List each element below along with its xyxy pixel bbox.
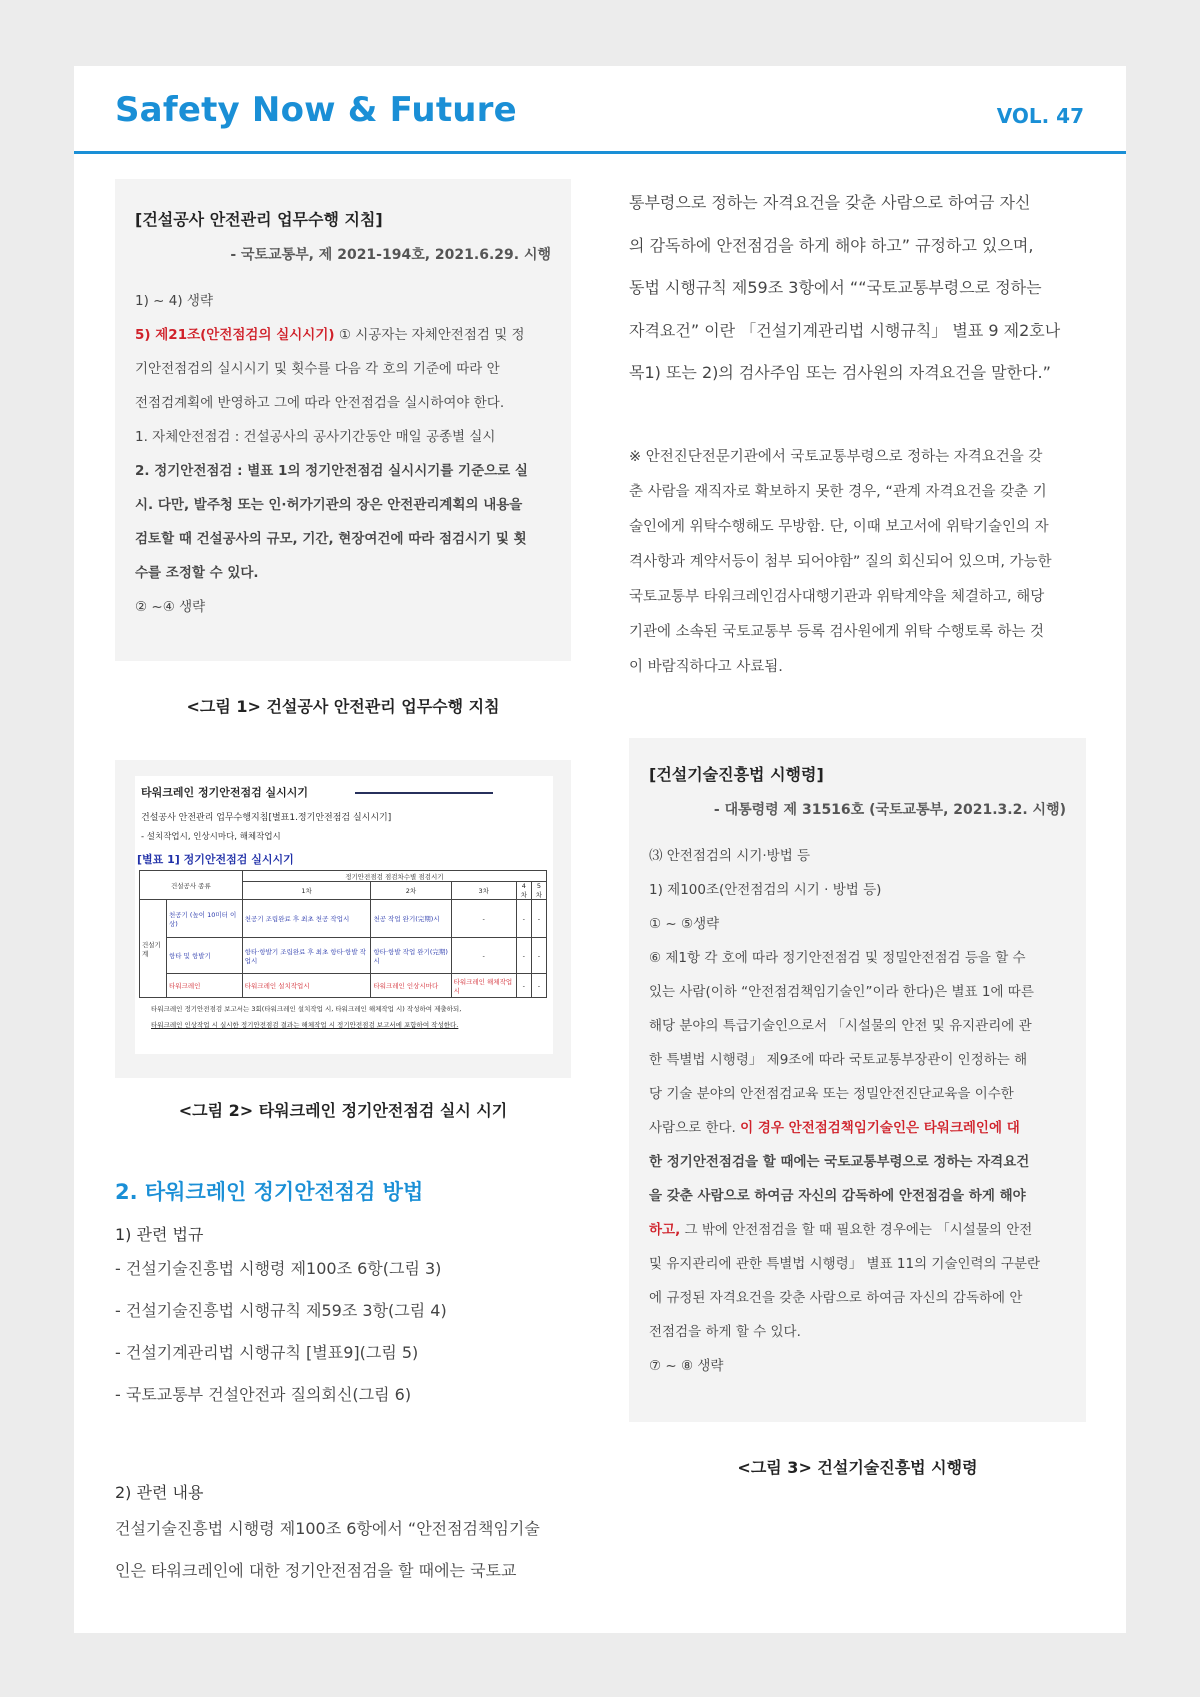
fig2-sub1: 건설공사 안전관리 업무수행지침[별표1.정기안전점검 실시시기] bbox=[141, 813, 392, 823]
text-line: 동법 시행규칙 제59조 3항에서 ““국토교통부령으로 정하는 bbox=[629, 278, 1042, 297]
table-cell: - bbox=[516, 900, 531, 938]
fig2-caption: <그림 2> 타워크레인 정기안전점검 실시 시기 bbox=[178, 1101, 508, 1120]
fig3-text: 사람으로 한다. bbox=[649, 1120, 741, 1136]
text-line: 목1) 또는 2)의 검사주임 또는 검사원의 자격요건을 말한다.” bbox=[629, 363, 1051, 382]
table-row bbox=[140, 900, 547, 938]
table-cell: 4차 bbox=[516, 882, 531, 900]
table-cell: 5차 bbox=[531, 882, 546, 900]
fig1-line: 1) ~ 4) 생략 bbox=[135, 293, 213, 309]
fig3-line: 한 정기안전점검을 할 때에는 국토교통부령으로 정하는 자격요건 bbox=[649, 1154, 1030, 1170]
fig1-line: 1. 자체안전점검 : 건설공사의 공사기간동안 매일 공종별 실시 bbox=[135, 429, 496, 445]
table-cell: 항타·항발기 조립완료 후 최초 항타·항발 작업시 bbox=[242, 938, 371, 974]
table-cell: 건설기계 bbox=[140, 900, 167, 998]
table-row bbox=[140, 871, 547, 882]
list-item: - 건설기술진흥법 시행령 제100조 6항(그림 3) bbox=[115, 1259, 442, 1278]
table-cell: - bbox=[531, 900, 546, 938]
fig3-line: ⑥ 제1항 각 호에 따라 정기안전점검 및 정밀안전점검 등을 할 수 bbox=[649, 950, 1026, 966]
page bbox=[74, 66, 1126, 1633]
text-line: 자격요건” 이란 「건설기계관리법 시행규칙」 별표 9 제2호나 bbox=[629, 320, 1061, 340]
fig3-source: - 대통령령 제 31516호 (국토교통부, 2021.3.2. 시행) bbox=[713, 802, 1066, 818]
fig3-line: 에 규정된 자격요건을 갖춘 사람으로 하여금 자신의 감독하에 안 bbox=[649, 1290, 1023, 1306]
fig1-line bbox=[135, 318, 551, 352]
table-cell: - bbox=[531, 974, 546, 998]
table-cell: 천공기 조립완료 후 최초 천공 작업시 bbox=[242, 900, 371, 938]
list-item: - 건설기술진흥법 시행규칙 제59조 3항(그림 4) bbox=[115, 1301, 447, 1320]
header-divider bbox=[74, 151, 1126, 154]
table-cell: - bbox=[451, 938, 516, 974]
table-cell: 타워크레인 설치작업시 bbox=[242, 974, 371, 998]
table-cell: 1차 bbox=[242, 882, 371, 900]
fig3-line bbox=[649, 1111, 1066, 1145]
volume-label: VOL. 47 bbox=[996, 104, 1084, 128]
fig3-line: 1) 제100조(안전점검의 시기 · 방법 등) bbox=[649, 882, 882, 898]
fig1-line: 시. 다만, 발주청 또는 인·허가기관의 장은 안전관리계획의 내용을 bbox=[135, 497, 523, 513]
right-paragraph bbox=[629, 182, 1086, 395]
fig3-line: ⑦ ~ ⑧ 생략 bbox=[649, 1358, 724, 1374]
fig3-line: ① ~ ⑤생략 bbox=[649, 916, 720, 932]
text-line: 격사항과 계약서등이 첨부 되어야함” 질의 회신되어 있으며, 가능한 bbox=[629, 554, 1052, 570]
fig2-sub2: - 설치작업시, 인상시마다, 해체작업시 bbox=[141, 832, 281, 842]
fig1-line: 기안전점검의 실시시기 및 횟수를 다음 각 호의 기준에 따라 안 bbox=[135, 361, 500, 377]
table-cell: - bbox=[516, 974, 531, 998]
fig2-title: 타워크레인 정기안전점검 실시시기 bbox=[141, 786, 309, 799]
fig3-line bbox=[649, 1213, 1066, 1247]
fig3-line: 한 특별법 시행령」 제9조에 따라 국토교통부장관이 인정하는 해 bbox=[649, 1052, 1028, 1068]
table-cell: 타워크레인 bbox=[167, 974, 243, 998]
right-note bbox=[629, 440, 1086, 685]
fig1-title: [건설공사 안전관리 업무수행 지침] bbox=[135, 210, 383, 229]
table-cell: - bbox=[451, 900, 516, 938]
table-cell: - bbox=[531, 938, 546, 974]
table-cell: 천공 작업 완기(完期)시 bbox=[371, 900, 451, 938]
subheading: 1) 관련 법규 bbox=[115, 1225, 204, 1244]
fig1-line: ② ~④ 생략 bbox=[135, 599, 206, 615]
text-line: 국토교통부 타워크레인검사대행기관과 위탁계약을 체결하고, 해당 bbox=[629, 589, 1045, 605]
text-line: 이 바람직하다고 사료됨. bbox=[629, 659, 783, 675]
table-cell: 항타·항발 작업 완기(完期)시 bbox=[371, 938, 451, 974]
fig3-text: 그 밖에 안전점검을 할 때 필요한 경우에는 「시설물의 안전 bbox=[680, 1222, 1033, 1238]
table-cell: 2차 bbox=[371, 882, 451, 900]
fig1-source: - 국토교통부, 제 2021-194호, 2021.6.29. 시행 bbox=[230, 247, 551, 263]
text-line: 의 감독하에 안전점검을 하게 해야 하고” 규정하고 있으며, bbox=[629, 235, 1034, 255]
fig1-line: 수를 조정할 수 있다. bbox=[135, 565, 259, 581]
fig2-image bbox=[135, 776, 553, 1054]
fig1-line: 2. 정기안전점검 : 별표 1의 정기안전점검 실시시기를 기준으로 실 bbox=[135, 463, 528, 479]
fig3-line: 및 유지관리에 관한 특별법 시행령」 별표 11의 기술인력의 구분란 bbox=[649, 1256, 1041, 1272]
table-cell: 천공기 (높이 10미터 이상) bbox=[167, 900, 243, 938]
text-line: 기관에 소속된 국토교통부 등록 검사원에게 위탁 수행토록 하는 것 bbox=[629, 624, 1045, 640]
fig3-line: 해당 분야의 특급기술인으로서 「시설물의 안전 및 유지관리에 관 bbox=[649, 1018, 1032, 1034]
fig3-red-text: 이 경우 안전점검책임기술인은 타워크레인에 대 bbox=[740, 1120, 1020, 1136]
fig2-box bbox=[115, 760, 571, 1078]
fig3-title: [건설기술진흥법 시행령] bbox=[649, 765, 824, 784]
fig3-line: 당 기술 분야의 안전점검교육 또는 정밀안전진단교육을 이수한 bbox=[649, 1086, 1014, 1102]
fig2-note: 타워크레인 인상작업 시 실시한 정기안전점검 결과는 해체작업 시 정기안전점검 보고서에 포함하여 작성한다. bbox=[151, 1021, 459, 1029]
text-line: 술인에게 위탁수행해도 무방함. 단, 이때 보고서에 위탁기술인의 자 bbox=[629, 519, 1049, 535]
text-line: 통부령으로 정하는 자격요건을 갖춘 사람으로 하여금 자신 bbox=[629, 193, 1031, 212]
fig3-caption: <그림 3> 건설기술진흥법 시행령 bbox=[737, 1458, 978, 1477]
table-cell: 타워크레인 해체작업시 bbox=[451, 974, 516, 998]
table-cell: 건설공사 종류 bbox=[140, 871, 243, 900]
body-text bbox=[115, 1508, 571, 1592]
fig2-table bbox=[139, 870, 547, 998]
fig1-text: ① 시공자는 자체안전점검 및 정 bbox=[334, 327, 525, 343]
fig1-red-text: 5) 제21조(안전점검의 실시시기) bbox=[135, 327, 335, 343]
fig3-box bbox=[629, 738, 1086, 1422]
fig3-red-text: 하고, bbox=[649, 1222, 681, 1238]
body-line: 건설기술진흥법 시행령 제100조 6항에서 “안전점검책임기술 bbox=[115, 1519, 540, 1538]
table-cell: 타워크레인 인상시마다 bbox=[371, 974, 451, 998]
section-heading: 2. 타워크레인 정기안전점검 방법 bbox=[115, 1180, 424, 1204]
fig3-line: 전점검을 하게 할 수 있다. bbox=[649, 1324, 801, 1340]
table-row bbox=[140, 938, 547, 974]
subheading: 2) 관련 내용 bbox=[115, 1483, 204, 1502]
list-item: - 건설기계관리법 시행규칙 [별표9](그림 5) bbox=[115, 1343, 419, 1362]
list-item: - 국토교통부 건설안전과 질의회신(그림 6) bbox=[115, 1385, 412, 1404]
table-cell: - bbox=[516, 938, 531, 974]
table-cell: 항타 및 항발기 bbox=[167, 938, 243, 974]
magazine-title: Safety Now & Future bbox=[115, 90, 517, 130]
fig1-line: 검토할 때 건설공사의 규모, 기간, 현장여건에 따라 점검시기 및 횟 bbox=[135, 531, 527, 547]
text-line: ※ 안전진단전문기관에서 국토교통부령으로 정하는 자격요건을 갖 bbox=[629, 449, 1043, 465]
fig1-line: 전점검계획에 반영하고 그에 따라 안전점검을 실시하여야 한다. bbox=[135, 395, 505, 411]
fig2-table-title: [별표 1] 정기안전점검 실시시기 bbox=[137, 853, 294, 866]
body-line: 인은 타워크레인에 대한 정기안전점검을 할 때에는 국토교 bbox=[115, 1561, 517, 1580]
fig2-title-bar bbox=[355, 792, 493, 794]
law-list bbox=[115, 1248, 571, 1416]
fig3-line: 을 갖춘 사람으로 하여금 자신의 감독하에 안전점검을 하게 해야 bbox=[649, 1188, 1026, 1204]
fig3-line: ⑶ 안전점검의 시기·방법 등 bbox=[649, 848, 811, 864]
table-row bbox=[140, 974, 547, 998]
fig1-caption: <그림 1> 건설공사 안전관리 업무수행 지침 bbox=[186, 697, 500, 716]
table-cell: 정기안전점검 점검차수별 점검시기 bbox=[242, 871, 546, 882]
text-line: 춘 사람을 재직자로 확보하지 못한 경우, “관계 자격요건을 갖춘 기 bbox=[629, 484, 1047, 500]
fig1-box bbox=[115, 179, 571, 661]
fig2-note: 타워크레인 정기안전점검 보고서는 3회(타워크레인 설치작업 시, 타워크레인 해체작업 시) 작성하여 제출하되, bbox=[151, 1005, 462, 1013]
table-cell: 3차 bbox=[451, 882, 516, 900]
fig3-line: 있는 사람(이하 “안전점검책임기술인”이라 한다)은 별표 1에 따른 bbox=[649, 984, 1034, 1000]
